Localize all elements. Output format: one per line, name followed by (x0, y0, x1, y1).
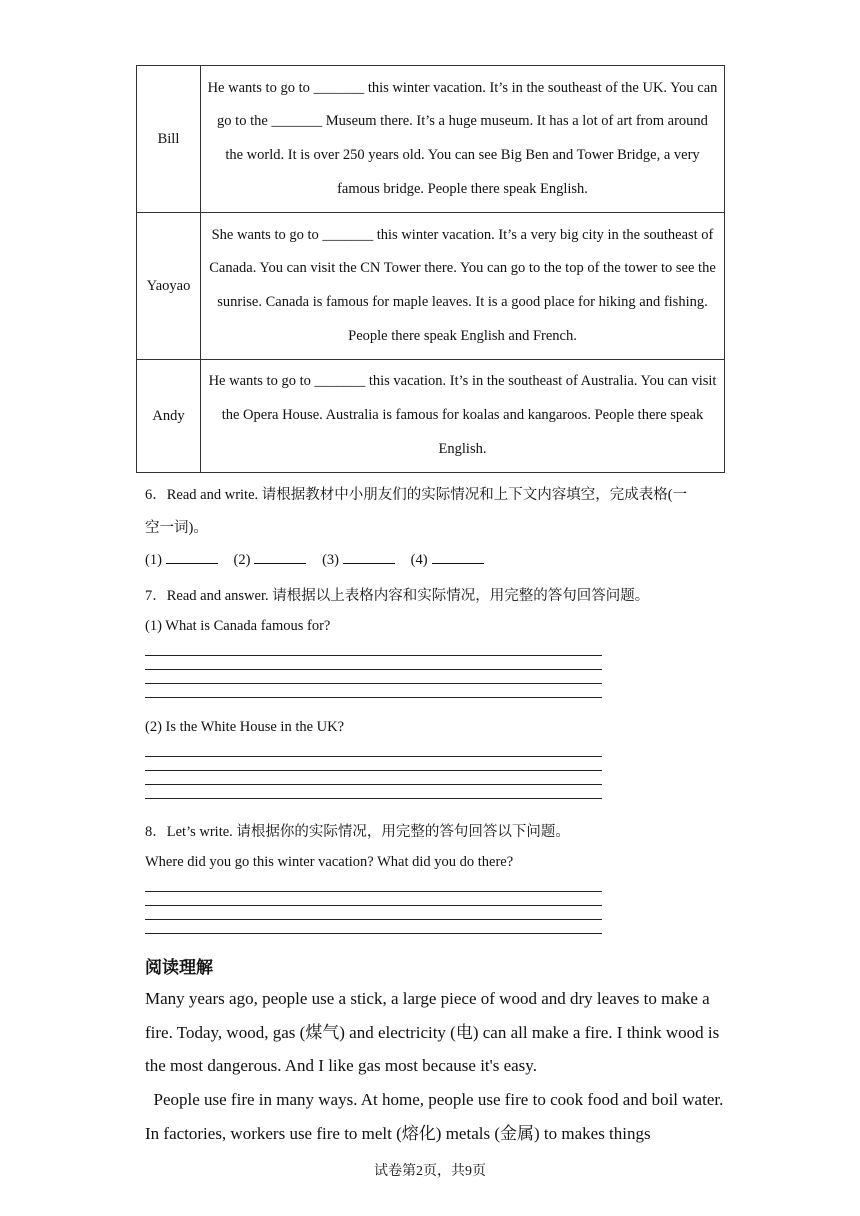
answer-line[interactable] (145, 683, 602, 684)
answer-blank[interactable] (432, 551, 484, 564)
table-row (137, 213, 725, 360)
answer-line[interactable] (145, 655, 602, 656)
reading-passage (145, 982, 728, 1151)
q6-instruction: 6．Read and write. 请根据教材中小朋友们的实际情况和上下文内容填空，完成表格(一 (145, 487, 688, 503)
answer-line[interactable] (145, 798, 602, 799)
page-footer: 试卷第2页，共9页 (374, 1164, 486, 1179)
blank-label: (3) (322, 552, 340, 568)
blank-label: (1) (145, 552, 162, 568)
answer-line[interactable] (145, 669, 602, 670)
answer-line[interactable] (145, 756, 602, 757)
blank-label: (4) (410, 552, 428, 568)
answer-line[interactable] (145, 770, 602, 771)
q7-sub1: (1) What is Canada famous for? (145, 618, 331, 634)
row-text: She wants to go to _______ this winter vacation. It’s a very big city in the southeast of Canada. You can visit the CN Tower there. You can go to the top of the tower to see the sunrise. Canada is famous for maple leaves. It is a good place for hiking and fishing. People there speak English and French. (201, 213, 725, 360)
vacation-table (136, 65, 725, 473)
paragraph: Many years ago, people use a stick, a large piece of wood and dry leaves to make a fire. Today, wood, gas (煤气) and electricity (电) can all make a fire. I think wood is the most dangerous. And I like gas most because it's easy. (145, 989, 720, 1076)
answer-line[interactable] (145, 891, 602, 892)
table-row (137, 360, 725, 473)
q7-instruction: 7．Read and answer. 请根据以上表格内容和实际情况，用完整的答句回答问题。 (145, 588, 650, 604)
q6-blanks (145, 551, 488, 569)
answer-blank[interactable] (343, 551, 395, 564)
paragraph: People use fire in many ways. At home, people use fire to cook food and boil water. In factories, workers use fire to melt (熔化) metals (金属) to makes things (145, 1090, 728, 1143)
answer-blank[interactable] (166, 551, 218, 564)
answer-line[interactable] (145, 784, 602, 785)
row-text: He wants to go to _______ this winter vacation. It’s in the southeast of the UK. You can go to the _______ Museum there. It’s a huge museum. It has a lot of art from around the world. It is over 250 years old. You can see Big Ben and Tower Bridge, a very famous bridge. People there speak English. (201, 66, 725, 213)
row-name: Yaoyao (137, 213, 201, 360)
row-text: He wants to go to _______ this vacation. It’s in the southeast of Australia. You can visit the Opera House. Australia is famous for koalas and kangaroos. People there speak English. (201, 360, 725, 473)
table-row (137, 66, 725, 213)
answer-line[interactable] (145, 905, 602, 906)
q8-instruction: 8．Let’s write. 请根据你的实际情况，用完整的答句回答以下问题。 (145, 824, 570, 840)
q7-sub2: (2) Is the White House in the UK? (145, 719, 345, 735)
answer-line[interactable] (145, 919, 602, 920)
q8-question: Where did you go this winter vacation? What did you do there? (145, 854, 514, 870)
row-name: Andy (137, 360, 201, 473)
section-heading: 阅读理解 (145, 958, 213, 978)
row-name: Bill (137, 66, 201, 213)
answer-blank[interactable] (254, 551, 306, 564)
q6-instruction-cont: 空一词)。 (145, 520, 208, 536)
answer-line[interactable] (145, 933, 602, 934)
answer-line[interactable] (145, 697, 602, 698)
blank-label: (2) (233, 552, 251, 568)
